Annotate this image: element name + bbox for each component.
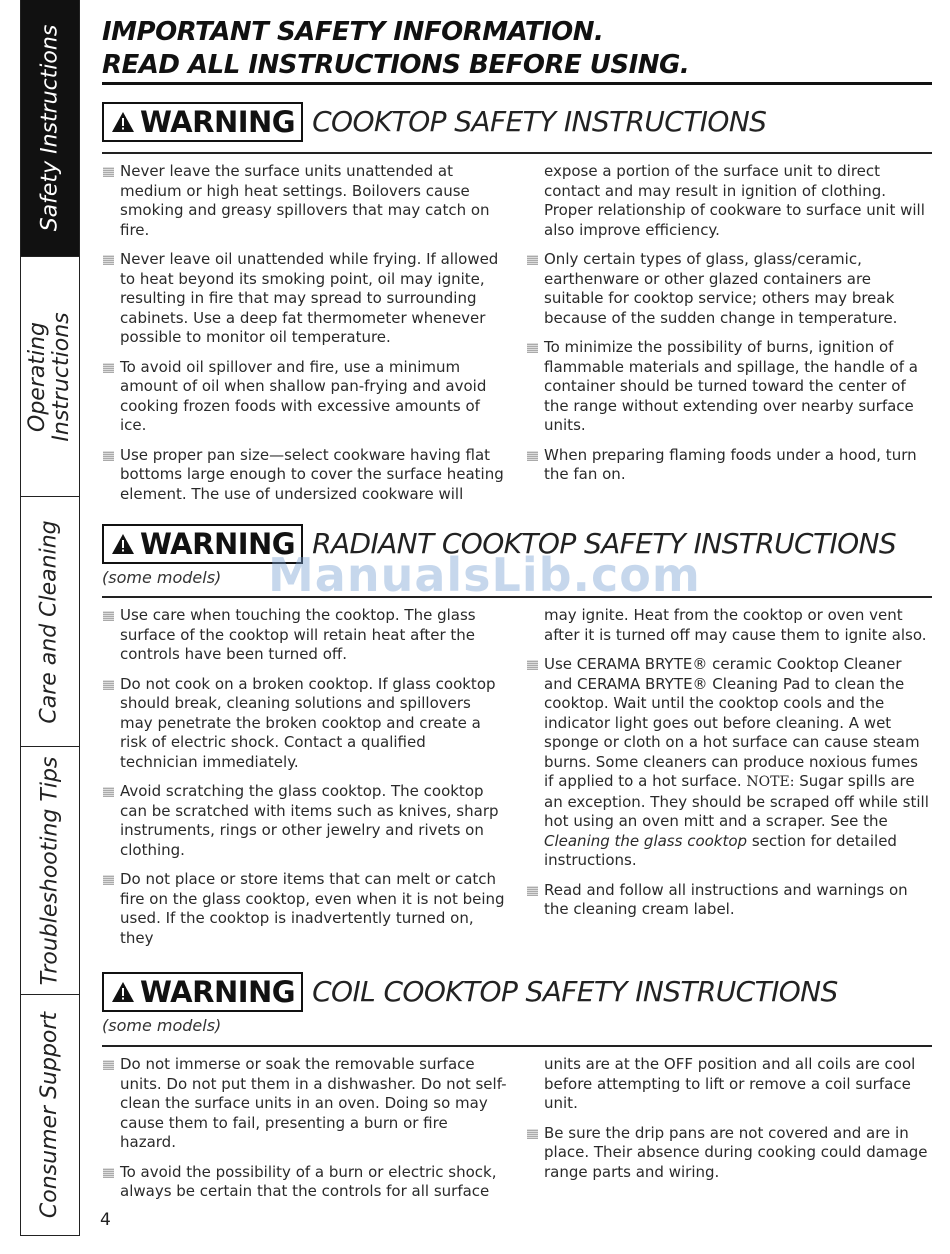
bullet-icon <box>103 255 114 265</box>
list-item: To minimize the possibility of burns, ignition of flammable materials and spillage, the handle of a container should be turned toward the center of the range without extending over nearby surface units. <box>526 338 932 436</box>
bullet-icon <box>103 680 114 690</box>
section-coil-cooktop-safety <box>102 972 932 1200</box>
right-column <box>526 1055 932 1192</box>
list-item: Never leave oil unattended while frying. If allowed to heat beyond its smoking point, oil may ignite, resulting in fire that may spread to surrounding cabinets. Use a deep fat thermometer whenever possible to monitor oil temperature. <box>102 250 507 348</box>
list-item: To avoid oil spillover and fire, use a minimum amount of oil when shallow pan-frying and avoid cooking frozen foods with excessive amounts of ice. <box>102 358 507 436</box>
tab-consumer-support[interactable] <box>21 995 79 1236</box>
right-column <box>526 162 932 495</box>
list-item: Read and follow all instructions and warnings on the cleaning cream label. <box>526 881 932 920</box>
list-item: When preparing flaming foods under a hood, turn the fan on. <box>526 446 932 485</box>
page-number: 4 <box>100 1210 111 1230</box>
warning-triangle-icon <box>111 111 135 133</box>
tab-operating-instructions[interactable] <box>21 257 79 497</box>
warning-triangle-icon <box>111 533 135 555</box>
sidebar-tabs <box>20 0 80 1236</box>
header-line-1: IMPORTANT SAFETY INFORMATION. <box>102 17 604 47</box>
bullet-icon <box>527 255 538 265</box>
bullet-icon <box>527 1129 538 1139</box>
tab-label: Safety Instructions <box>37 24 63 232</box>
bullet-icon <box>103 451 114 461</box>
list-item: Do not place or store items that can melt or catch fire on the glass cooktop, even when it is not being used. If the cooktop is inadvertently turned on, they <box>102 870 507 948</box>
continued-text: expose a portion of the surface unit to direct contact and may result in ignition of clothing. Proper relationship of cookware to surface unit will also improve efficiency. <box>544 162 925 239</box>
watermark: ManualsLib.com <box>268 548 701 602</box>
bullet-icon <box>103 167 114 177</box>
tab-care-and-cleaning[interactable] <box>21 497 79 747</box>
section-cooktop-safety <box>102 102 932 503</box>
left-column <box>102 606 507 958</box>
tab-label: Operating Instructions <box>25 311 74 442</box>
list-item: Only certain types of glass, glass/ceramic, earthenware or other glazed containers are suitable for cooktop service; others may break because of the sudden change in temperature. <box>526 250 932 328</box>
list-item: Avoid scratching the glass cooktop. The cooktop can be scratched with items such as knives, sharp instruments, rings or other jewelry and rivets on clothing. <box>102 782 507 860</box>
warning-label: WARNING <box>140 975 296 1009</box>
section-rule <box>102 1045 932 1047</box>
warning-triangle-icon <box>111 981 135 1003</box>
list-item: Use care when touching the cooktop. The glass surface of the cooktop will retain heat after the controls have been turned off. <box>102 606 507 665</box>
header-line-2: READ ALL INSTRUCTIONS BEFORE USING. <box>102 50 690 80</box>
tab-label: Troubleshooting Tips <box>37 756 63 985</box>
list-item: Never leave the surface units unattended at medium or high heat settings. Boilovers cause smoking and greasy spillovers that may catch on fire. <box>102 162 507 240</box>
warning-label: WARNING <box>140 105 296 139</box>
bullet-icon <box>103 611 114 621</box>
tab-troubleshooting-tips[interactable] <box>21 747 79 995</box>
bullet-icon <box>103 363 114 373</box>
list-item: Use CERAMA BRYTE® ceramic Cooktop Cleaner and CERAMA BRYTE® Cleaning Pad to clean the cooktop. Wait until the cooktop cools and the indicator light goes out before cleaning. A wet sponge or cloth on a hot surface can cause steam burns. Some cleaners can produce noxious fumes if applied to a hot surface. NOTE: Sugar spills are an exception. They should be scraped off while still hot using an oven mitt and a scraper. See the Cleaning the glass cooktop section for detailed instructions. <box>526 655 932 871</box>
tab-label: Care and Cleaning <box>37 519 63 724</box>
header-rule <box>102 82 932 85</box>
bullet-icon <box>527 660 538 670</box>
left-column <box>102 162 507 514</box>
warning-box <box>102 972 303 1012</box>
left-column <box>102 1055 507 1212</box>
list-item: To avoid the possibility of a burn or electric shock, always be certain that the controls for all surface <box>102 1163 507 1202</box>
bullet-icon <box>527 886 538 896</box>
section-rule <box>102 152 932 154</box>
bullet-icon <box>103 787 114 797</box>
bullet-icon <box>103 1168 114 1178</box>
note-label: NOTE: <box>746 774 795 790</box>
bullet-icon <box>103 1060 114 1070</box>
page-header <box>102 16 932 82</box>
section-subtitle: (some models) <box>102 1016 222 1035</box>
continued-text: units are at the OFF position and all coils are cool before attempting to lift or remove a coil surface unit. <box>544 1055 916 1112</box>
section-title: RADIANT COOKTOP SAFETY INSTRUCTIONS <box>312 527 897 560</box>
list-item: Use proper pan size—select cookware having flat bottoms large enough to cover the surface heating element. The use of undersized cookware will <box>102 446 507 505</box>
section-title: COOKTOP SAFETY INSTRUCTIONS <box>312 105 767 138</box>
section-subtitle: (some models) <box>102 568 222 587</box>
bullet-icon <box>103 875 114 885</box>
list-item: Do not immerse or soak the removable surface units. Do not put them in a dishwasher. Do not self-clean the surface units in an oven. Doing so may cause them to fail, presenting a burn or fire hazard. <box>102 1055 507 1153</box>
warning-box <box>102 102 303 142</box>
bullet-icon <box>527 451 538 461</box>
list-item: Be sure the drip pans are not covered and are in place. Their absence during cooking could damage range parts and wiring. <box>526 1124 932 1183</box>
continued-text: may ignite. Heat from the cooktop or oven vent after it is turned off may cause them to ignite also. <box>544 606 927 644</box>
cross-reference: Cleaning the glass cooktop <box>544 831 748 850</box>
section-title: COIL COOKTOP SAFETY INSTRUCTIONS <box>312 975 838 1008</box>
tab-safety-instructions[interactable] <box>21 0 79 257</box>
bullet-icon <box>527 343 538 353</box>
tab-label: Consumer Support <box>37 1011 62 1219</box>
right-column <box>526 606 932 930</box>
warning-label: WARNING <box>140 527 296 561</box>
list-item: Do not cook on a broken cooktop. If glass cooktop should break, cleaning solutions and spillovers may penetrate the broken cooktop and create a risk of electric shock. Contact a qualified technician immediately. <box>102 675 507 773</box>
